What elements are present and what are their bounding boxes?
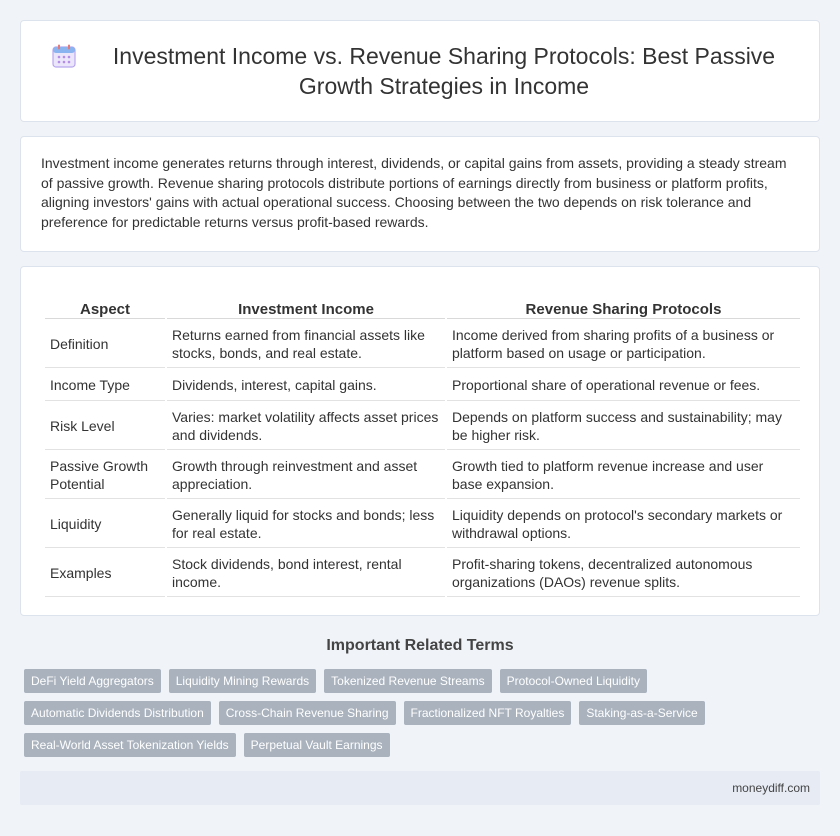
table-row [45, 452, 800, 499]
table-cell: Income derived from sharing profits of a business or platform based on usage or participation. [447, 321, 800, 368]
column-header-aspect: Aspect [45, 285, 165, 319]
table-row [45, 321, 800, 368]
table-cell: Depends on platform success and sustainability; may be higher risk. [447, 403, 800, 450]
tag-liquidity-mining-rewards[interactable]: Liquidity Mining Rewards [169, 669, 316, 693]
tag-staking-as-a-service[interactable]: Staking-as-a-Service [579, 701, 704, 725]
table-cell: Growth tied to platform revenue increase and user base expansion. [447, 452, 800, 499]
table-cell: Risk Level [45, 403, 165, 450]
table-cell: Liquidity [45, 501, 165, 548]
comparison-table-card [20, 266, 820, 616]
table-cell: Proportional share of operational revenue or fees. [447, 370, 800, 401]
intro-text: Investment income generates returns through interest, dividends, or capital gains from assets, providing a steady stream of passive growth. Revenue sharing protocols distribute portions of earnings directly from business or platform profits, aligning investors' gains with actual operational success. Choosing between the two depends on risk tolerance and preference for predictable returns versus profit-based rewards. [41, 155, 787, 230]
table-cell: Definition [45, 321, 165, 368]
page-title: Investment Income vs. Revenue Sharing Protocols: Best Passive Growth Strategies in Income [112, 43, 776, 99]
table-cell: Varies: market volatility affects asset prices and dividends. [167, 403, 445, 450]
column-header-investment-income: Investment Income [167, 285, 445, 319]
tag-defi-yield-aggregators[interactable]: DeFi Yield Aggregators [24, 669, 161, 693]
table-cell: Examples [45, 550, 165, 597]
related-terms-title: Important Related Terms [326, 637, 514, 654]
comparison-table [43, 283, 802, 599]
tag-protocol-owned-liquidity[interactable]: Protocol-Owned Liquidity [500, 669, 647, 693]
table-row [45, 550, 800, 597]
table-cell: Generally liquid for stocks and bonds; less for real estate. [167, 501, 445, 548]
table-cell: Income Type [45, 370, 165, 401]
table-row [45, 370, 800, 401]
tag-tokenized-revenue-streams[interactable]: Tokenized Revenue Streams [324, 669, 491, 693]
tag-real-world-asset-tokenization-yields[interactable]: Real-World Asset Tokenization Yields [24, 733, 236, 757]
related-terms-tags [24, 669, 814, 765]
table-cell: Stock dividends, bond interest, rental income. [167, 550, 445, 597]
column-header-revenue-sharing: Revenue Sharing Protocols [447, 285, 800, 319]
tag-fractionalized-nft-royalties[interactable]: Fractionalized NFT Royalties [404, 701, 572, 725]
table-header-row [45, 285, 800, 319]
table-cell: Dividends, interest, capital gains. [167, 370, 445, 401]
site-name[interactable]: moneydiff.com [732, 781, 810, 795]
table-cell: Passive Growth Potential [45, 452, 165, 499]
table-cell: Returns earned from financial assets like stocks, bonds, and real estate. [167, 321, 445, 368]
table-cell: Growth through reinvestment and asset appreciation. [167, 452, 445, 499]
intro-card [20, 136, 820, 252]
table-row [45, 403, 800, 450]
table-row [45, 501, 800, 548]
table-cell: Profit-sharing tokens, decentralized autonomous organizations (DAOs) revenue splits. [447, 550, 800, 597]
footer [20, 771, 820, 805]
tag-automatic-dividends-distribution[interactable]: Automatic Dividends Distribution [24, 701, 211, 725]
table-cell: Liquidity depends on protocol's secondary markets or withdrawal options. [447, 501, 800, 548]
tag-cross-chain-revenue-sharing[interactable]: Cross-Chain Revenue Sharing [219, 701, 396, 725]
tag-perpetual-vault-earnings[interactable]: Perpetual Vault Earnings [244, 733, 390, 757]
calendar-icon [51, 43, 77, 69]
header-card [20, 20, 820, 122]
